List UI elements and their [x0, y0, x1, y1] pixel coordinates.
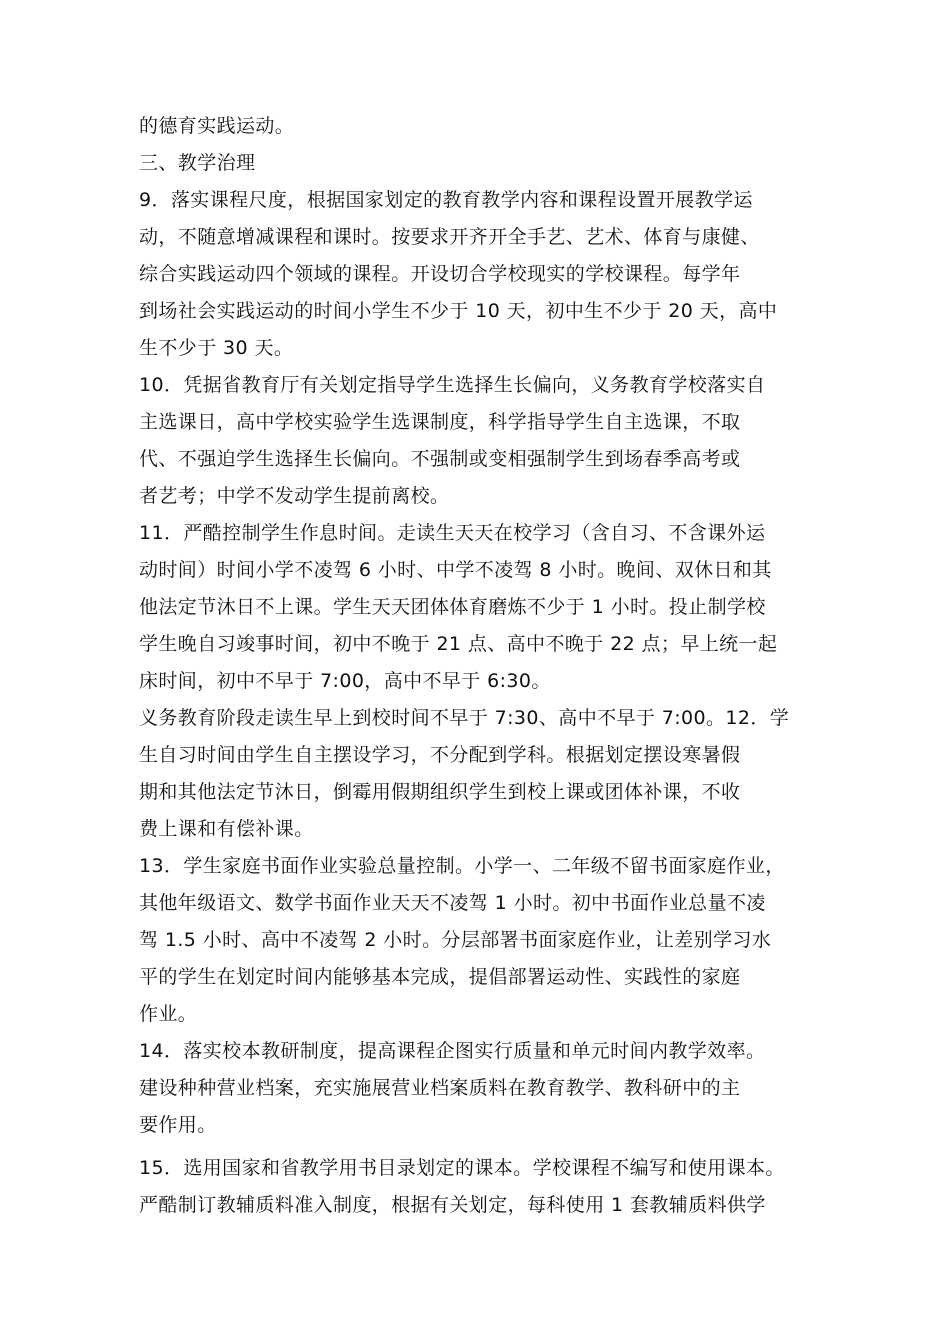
text-line: 建设种种营业档案，充实施展营业档案质料在教育教学、教科研中的主: [139, 1077, 741, 1099]
text-line: 15．选用国家和省教学用书目录划定的课本。学校课程不编写和使用课本。: [139, 1157, 785, 1179]
text-line: 综合实践运动四个领域的课程。开设切合学校现实的学校课程。每学年: [139, 263, 741, 285]
text-line: 者艺考；中学不发动学生提前离校。: [139, 485, 450, 507]
text-line: 生自习时间由学生自主摆设学习，不分配到学科。根据划定摆设寒暑假: [139, 744, 741, 766]
text-line: 其他年级语文、数学书面作业天天不凌驾 1 小时。初中书面作业总量不凌: [139, 892, 766, 914]
text-line: 费上课和有偿补课。: [139, 818, 314, 840]
text-line: 11．严酷控制学生作息时间。走读生天天在校学习（含自习、不含课外运: [139, 522, 766, 544]
text-line: 学生晚自习竣事时间，初中不晚于 21 点、高中不晚于 22 点；早上统一起: [139, 633, 778, 655]
text-line: 10．凭据省教育厅有关划定指导学生选择生长偏向，义务教育学校落实自: [139, 374, 766, 396]
text-line: 动时间）时间小学不凌驾 6 小时、中学不凌驾 8 小时。晚间、双休日和其: [139, 559, 772, 581]
text-line: 严酷制订教辅质料准入制度，根据有关划定，每科使用 1 套教辅质料供学: [139, 1194, 766, 1216]
text-line: 9．落实课程尺度，根据国家划定的教育教学内容和课程设置开展教学运: [139, 189, 753, 211]
text-line: 义务教育阶段走读生早上到校时间不早于 7:30、高中不早于 7:00。12．学: [139, 707, 790, 729]
text-line: 13．学生家庭书面作业实验总量控制。小学一、二年级不留书面家庭作业，: [139, 855, 785, 877]
text-line: 14．落实校本教研制度，提高课程企图实行质量和单元时间内教学效率。: [139, 1040, 766, 1062]
text-line: 期和其他法定节沐日，倒霉用假期组织学生到校上课或团体补课，不收: [139, 781, 741, 803]
text-line: 的德育实践运动。: [139, 115, 295, 137]
text-line: 平的学生在划定时间内能够基本完成，提倡部署运动性、实践性的家庭: [139, 966, 741, 988]
text-line: 主选课日，高中学校实验学生选课制度，科学指导学生自主选课，不取: [139, 411, 741, 433]
text-line: 动，不随意增减课程和课时。按要求开齐开全手艺、艺术、体育与康健、: [139, 226, 760, 248]
section-heading: 三、教学治理: [139, 152, 256, 174]
text-line: 作业。: [139, 1003, 198, 1025]
text-line: 他法定节沐日不上课。学生天天团体体育磨炼不少于 1 小时。投止制学校: [139, 596, 766, 618]
text-line: 代、不强迫学生选择生长偏向。不强制或变相强制学生到场春季高考或: [139, 448, 741, 470]
text-line: 到场社会实践运动的时间小学生不少于 10 天，初中生不少于 20 天，高中: [139, 300, 778, 322]
text-line: 驾 1.5 小时、高中不凌驾 2 小时。分层部署书面家庭作业，让差别学习水: [139, 929, 772, 951]
text-line: 床时间，初中不早于 7:00，高中不早于 6:30。: [139, 670, 551, 692]
text-line: 生不少于 30 天。: [139, 337, 294, 359]
text-line: 要作用。: [139, 1114, 217, 1136]
